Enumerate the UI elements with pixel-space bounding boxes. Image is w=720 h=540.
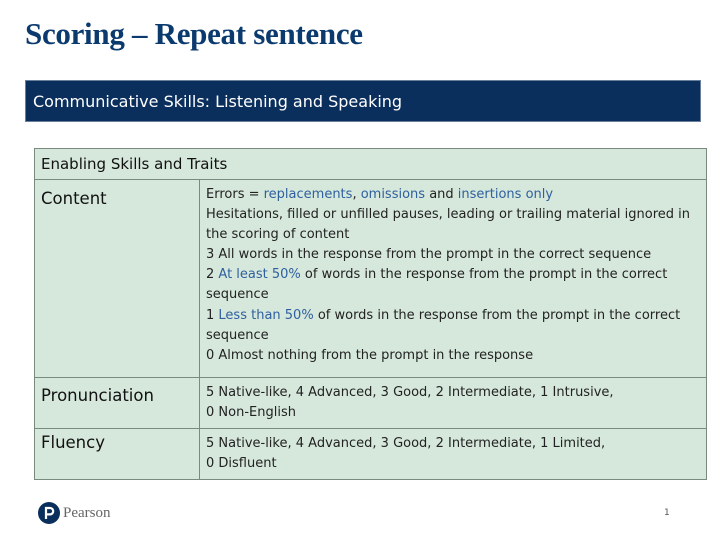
fluency-scale-line2: 0 Disfluent: [206, 456, 277, 472]
pearson-logo: [38, 502, 111, 524]
table-header: Enabling Skills and Traits: [35, 149, 707, 180]
pronunciation-scale-line2: 0 Non-English: [206, 405, 296, 421]
row-label-fluency: Fluency: [35, 429, 200, 480]
table-row-fluency: [35, 429, 707, 480]
section-banner: [25, 80, 701, 122]
content-score-1: 1 Less than 50% of words in the response from the prompt in the correct sequence: [206, 307, 681, 343]
content-hesitations-line: Hesitations, filled or unfilled pauses, leading or trailing material ignored in the scoring of content: [206, 207, 691, 243]
pearson-logo-icon: [38, 502, 60, 524]
content-errors-line: Errors = replacements, omissions and insertions only: [206, 187, 554, 202]
row-label-content: Content: [35, 180, 200, 378]
fluency-scale-line1: 5 Native-like, 4 Advanced, 3 Good, 2 Intermediate, 1 Limited,: [206, 436, 606, 452]
table-row-content: [35, 180, 707, 378]
pearson-logo-text: Pearson: [63, 504, 111, 521]
table-row-pronunciation: [35, 378, 707, 429]
row-label-pronunciation: Pronunciation: [35, 378, 200, 429]
pronunciation-scale-line1: 5 Native-like, 4 Advanced, 3 Good, 2 Intermediate, 1 Intrusive,: [206, 385, 614, 400]
slide-title: Scoring – Repeat sentence: [25, 16, 363, 51]
page-number: 1: [664, 508, 670, 518]
fluency-description: [200, 429, 707, 480]
content-score-2: 2 At least 50% of words in the response from the prompt in the correct sequence: [206, 267, 668, 303]
pronunciation-description: [200, 378, 707, 429]
content-score-0: 0 Almost nothing from the prompt in the response: [206, 347, 534, 363]
content-score-3: 3 All words in the response from the prompt in the correct sequence: [206, 247, 652, 263]
scoring-table: [34, 148, 707, 480]
banner-text: Communicative Skills: Listening and Speaking: [33, 91, 403, 111]
table-header-row: [35, 149, 707, 180]
content-description: [200, 180, 707, 378]
